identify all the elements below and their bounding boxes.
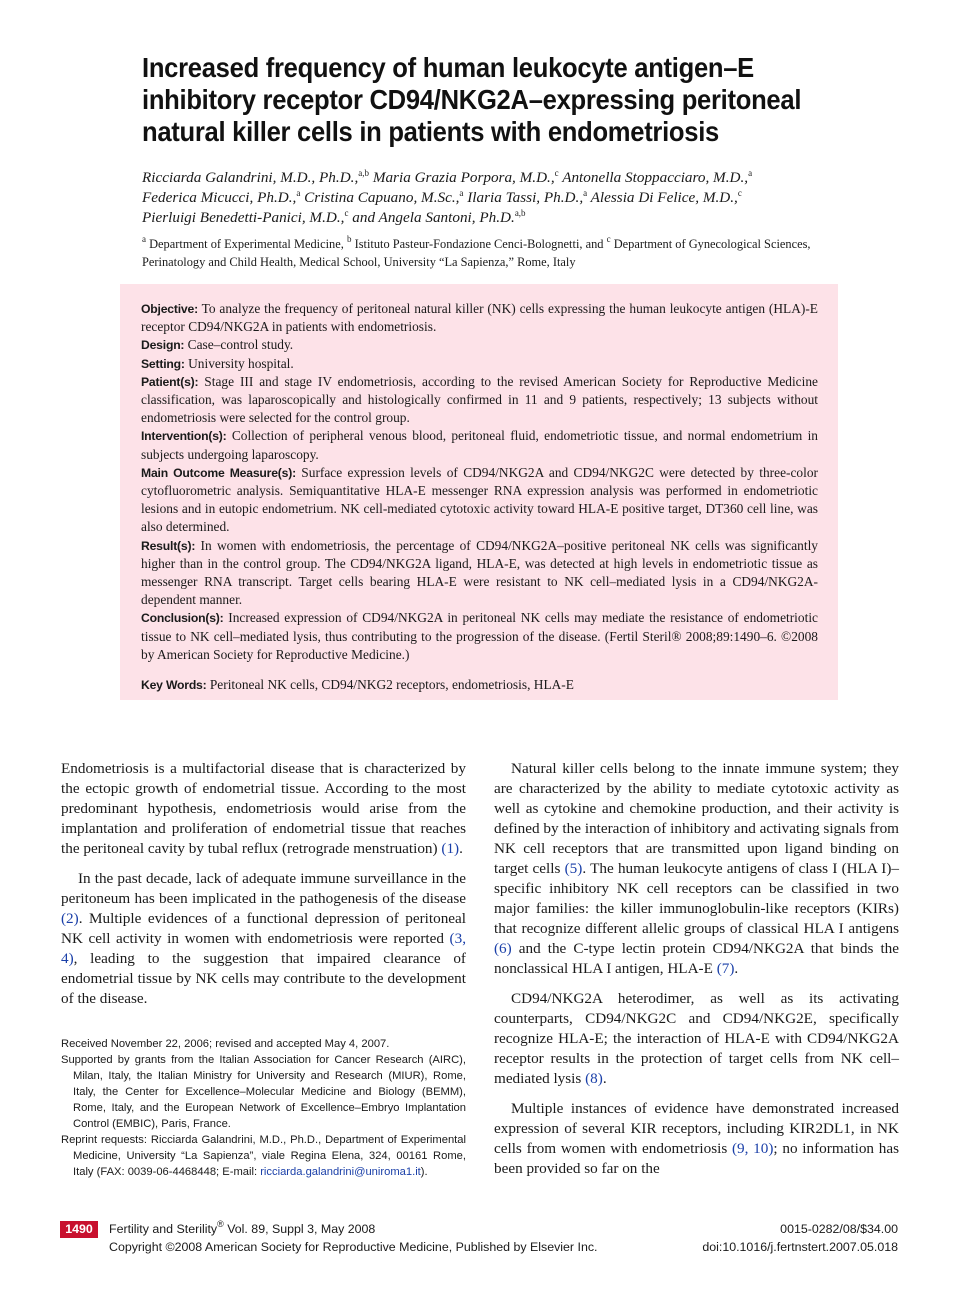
abstract-text: Increased expression of CD94/NKG2A in peritoneal NK cells may mediate the resistance of endometriotic tissue to NK cell–mediated lysis, thus contributing to the progression of the disease. (Fertil Steril® 2008;89:1490–6. ©2008 by American Society for Reproductive Medicine.) [141, 610, 818, 662]
body-paragraph [494, 759, 899, 979]
paragraph-text: . Multiple evidences of a functional depression of peritoneal NK cell activity in women with endometriosis were reported [61, 910, 466, 947]
abstract-label: Conclusion(s): [141, 611, 224, 626]
author-affiliation-mark: a [748, 168, 753, 178]
journal-citation [109, 1221, 375, 1237]
reference-link[interactable]: (3, 4) [61, 930, 466, 967]
body-paragraph [494, 989, 899, 1089]
page-footer [0, 1219, 960, 1259]
funding-note: Supported by grants from the Italian Association for Cancer Research (AIRC), Milan, Italy, the Italian Ministry for University and Research (MIUR), Rome, Italy, the Center for Excellence–Molecular Medicine and Biology (BEMM), Rome, Italy, and the European Network of Excellence–Embryo Implantation Control (EMBIC), Paris, France. [61, 1054, 466, 1130]
journal-name: Fertility and Sterility [109, 1222, 218, 1236]
abstract-label: Key Words: [141, 678, 207, 693]
affiliation-mark: a [142, 234, 146, 244]
abstract-text: To analyze the frequency of peritoneal natural killer (NK) cells expressing the human leukocyte antigen (HLA)-E receptor CD94/NKG2A in patients with endometriosis. [141, 301, 818, 335]
footnotes [61, 1036, 466, 1180]
body-column-left [61, 759, 466, 1019]
abstract-text: University hospital. [188, 355, 294, 371]
body-paragraph [61, 869, 466, 1009]
reprint-text: Reprint requests: Ricciarda Galandrini, M.D., Ph.D., Department of Experimental Medicine, University “La Sapienza”, viale Regina Elena, 324, 00161 Rome, Italy (FAX: 0039-06-4468448; E-mail: [61, 1134, 466, 1178]
affiliation-text: Department of Experimental Medicine, [149, 237, 344, 251]
issn-price: 0015-0282/08/$34.00 [780, 1222, 898, 1236]
affiliation-mark: b [346, 234, 352, 244]
paragraph-text: . [459, 840, 463, 857]
article-title [142, 52, 802, 148]
reference-link[interactable]: (2) [61, 910, 79, 927]
author-affiliation-mark: c [554, 168, 559, 178]
author-line [142, 208, 842, 228]
abstract-label: Objective: [141, 302, 198, 316]
affiliation-text: Istituto Pasteur-Fondazione Cenci-Bolognetti, and [354, 237, 604, 251]
reference-link[interactable]: (9, 10) [731, 1140, 774, 1157]
abstract-label: Intervention(s): [141, 429, 227, 444]
paragraph-text: CD94/NKG2A heterodimer, as well as its activating counterparts, CD94/NKG2C and CD94/NKG2E, specifically recognize HLA-E; the interaction of HLA-E with CD94/NKG2A receptor results in the protection of target cells from NK cell–mediated lysis [494, 990, 899, 1087]
abstract-design [141, 336, 818, 354]
author-line [142, 168, 842, 188]
author-affiliation-mark: a,b [514, 208, 526, 218]
abstract-box [120, 284, 838, 700]
reference-link[interactable]: (5) [564, 860, 583, 877]
author-name: Maria Grazia Porpora, M.D., [372, 169, 555, 186]
author-name: Antonella Stoppacciaro, M.D., [562, 169, 749, 186]
received-note: Received November 22, 2006; revised and accepted May 4, 2007. [61, 1038, 390, 1050]
affiliation-text: Department of Gynecological Sciences, Perinatology and Child Health, Medical School, University “La Sapienza,” Rome, Italy [142, 237, 811, 269]
abstract-conclusion [141, 609, 818, 664]
reprint-note [61, 1132, 466, 1180]
paragraph-text: . [602, 1070, 607, 1087]
author-line [142, 188, 842, 208]
reference-link[interactable]: (6) [494, 940, 512, 957]
email-link[interactable]: ricciarda.galandrini@uniroma1.it [260, 1166, 421, 1178]
doi: doi:10.1016/j.fertnstert.2007.05.018 [702, 1240, 898, 1254]
abstract-objective [141, 300, 818, 336]
paragraph-text: . [734, 960, 739, 977]
author-affiliation-mark: a,b [358, 168, 370, 178]
copyright-notice: Copyright ©2008 American Society for Reproductive Medicine, Published by Elsevier Inc. [109, 1240, 598, 1254]
title-line: inhibitory receptor CD94/NKG2A–expressing peritoneal [142, 84, 802, 115]
abstract-text: Case–control study. [187, 337, 294, 353]
abstract-text: Stage III and stage IV endometriosis, according to the revised American Society for Reproductive Medicine classification, was laparoscopically and histologically confirmed in 11 and 9 patients, respectively; 13 subjects without endometriosis were selected for the control group. [141, 373, 818, 426]
paragraph-text: In the past decade, lack of adequate immune surveillance in the peritoneum has been implicated in the pathogenesis of the disease [61, 870, 466, 907]
author-name: Pierluigi Benedetti-Panici, M.D., [142, 209, 345, 226]
abstract-patients [141, 373, 818, 428]
author-affiliation-mark: a [459, 188, 464, 198]
author-affiliation-mark: c [737, 188, 742, 198]
paragraph-text: Natural killer cells belong to the innate immune system; they are characterized by the ability to mediate cytotoxic activity as well as cytokine and chemokine production, and their activity is defined by the interaction of inhibitory and activating signals from NK cell receptors that are transmitted upon ligand binding on target cells [494, 760, 899, 877]
abstract-label: Design: [141, 338, 185, 353]
abstract-text: Collection of peripheral venous blood, peritoneal fluid, endometriotic tissue, and normal endometrium in subjects undergoing laparoscopy. [141, 428, 818, 462]
reference-link[interactable]: (1) [441, 840, 460, 857]
affiliations [142, 235, 822, 271]
abstract-label: Result(s): [141, 538, 196, 553]
body-column-right [494, 759, 899, 1189]
body-paragraph [61, 759, 466, 859]
author-name: Alessia Di Felice, M.D., [590, 189, 738, 206]
paragraph-text: . The human leukocyte antigens of class I (HLA I)–specific inhibitory NK cell receptors can be classified in two major families: the killer immunoglobulin-like receptors (KIRs) that recognize different allelic groups of classical HLA I antigens [494, 860, 899, 937]
page-number-badge: 1490 [60, 1221, 98, 1238]
journal-volume: Vol. 89, Suppl 3, May 2008 [227, 1222, 376, 1236]
abstract-results [141, 537, 818, 610]
paragraph-text: Endometriosis is a multifactorial disease that is characterized by the ectopic growth of endometrial tissue. According to the most predominant hypothesis, endometriosis would arise from the implantation and proliferation of endometrial tissue that reaches the peritoneal cavity by tubal reflux (retrograde menstruation) [61, 760, 466, 857]
abstract-text: Peritoneal NK cells, CD94/NKG2 receptors, endometriosis, HLA-E [209, 677, 574, 693]
author-name: Cristina Capuano, M.Sc., [304, 189, 460, 206]
abstract-outcome [141, 464, 818, 537]
abstract-intervention [141, 427, 818, 463]
affiliation-mark: c [606, 234, 611, 244]
author-name: Federica Micucci, Ph.D., [142, 189, 297, 206]
body-paragraph [494, 1099, 899, 1179]
author-name: Ilaria Tassi, Ph.D., [467, 189, 584, 206]
abstract-text: In women with endometriosis, the percentage of CD94/NKG2A–positive peritoneal NK cells was significantly higher than in the control group. The CD94/NKG2A ligand, HLA-E, was detected at high levels in endometriotic tissue as messenger RNA transcript. Target cells bearing HLA-E were resistant to NK cell–mediated lysis in a CD94/NKG2A-dependent manner. [141, 537, 819, 608]
paragraph-text: , leading to the suggestion that impaired clearance of endometrial tissue by NK cells may contribute to the development of the disease. [61, 950, 466, 1007]
abstract-keywords [141, 676, 818, 694]
paragraph-text: ; no information has been provided so far on the [494, 1140, 899, 1177]
reference-link[interactable]: (8) [585, 1070, 603, 1087]
author-affiliation-mark: a [583, 188, 588, 198]
title-line: natural killer cells in patients with endometriosis [142, 116, 720, 147]
reprint-text: ). [420, 1166, 428, 1178]
abstract-text: Surface expression levels of CD94/NKG2A and CD94/NKG2C were detected by three-color cytofluorometric analysis. Semiquantitative HLA-E messenger RNA expression analysis was performed in endometriotic lesions and in eutopic endometrium. NK cell-mediated cytotoxic activity toward HLA-E positive target, DT360 cell line, was also determined. [141, 464, 818, 535]
abstract-label: Patient(s): [141, 374, 199, 389]
registered-mark: ® [217, 1219, 224, 1229]
title-line: Increased frequency of human leukocyte antigen–E [142, 52, 754, 83]
abstract-setting [141, 355, 818, 373]
author-affiliation-mark: c [344, 208, 349, 218]
author-name: Ricciarda Galandrini, M.D., Ph.D., [142, 169, 359, 186]
paragraph-text: and the C-type lectin protein CD94/NKG2A that binds the nonclassical HLA I antigen, HLA-E [494, 940, 899, 977]
paragraph-text: Multiple instances of evidence have demonstrated increased expression of several KIR receptors, including KIR2DL1, in NK cells from women with endometriosis [494, 1100, 899, 1157]
reference-link[interactable]: (7) [716, 960, 735, 977]
author-name: and Angela Santoni, Ph.D. [352, 209, 515, 226]
author-affiliation-mark: a [296, 188, 301, 198]
abstract-label: Setting: [141, 356, 185, 371]
author-list [142, 168, 842, 228]
abstract-label: Main Outcome Measure(s): [141, 465, 296, 480]
